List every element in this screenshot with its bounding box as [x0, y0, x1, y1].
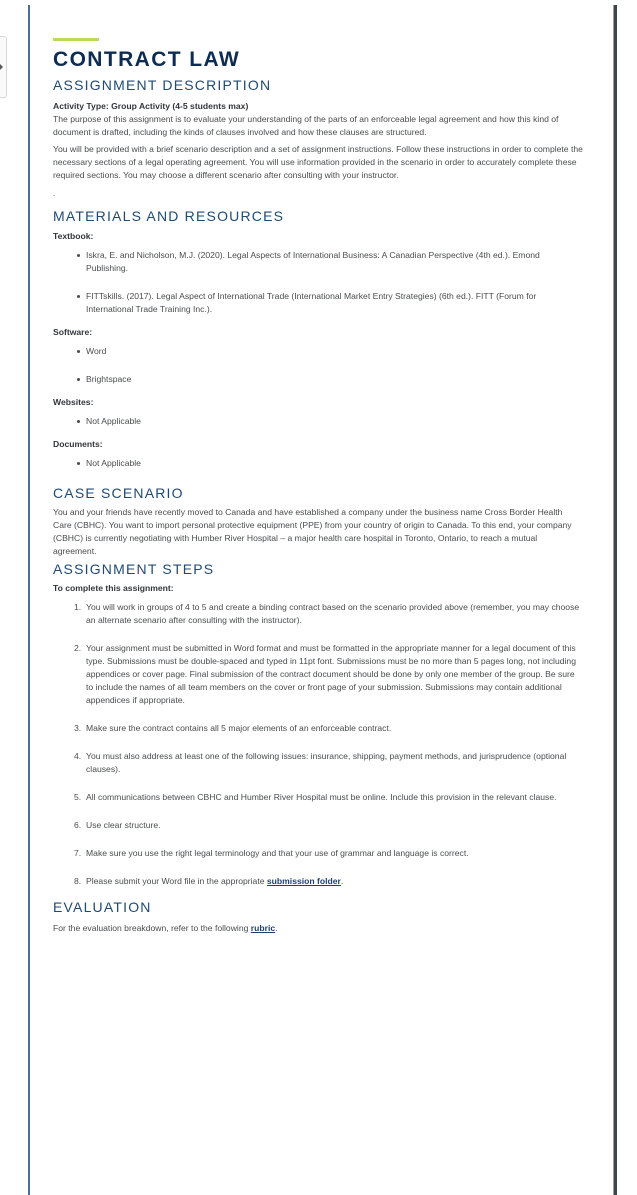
scrollbar[interactable]: [613, 5, 617, 1195]
stray-dot: .: [53, 189, 56, 198]
section-heading-materials: MATERIALS AND RESOURCES: [53, 208, 285, 224]
steps-intro: To complete this assignment:: [53, 583, 174, 593]
left-border: [28, 5, 30, 1195]
list-item: FITTskills. (2017). Legal Aspect of International Trade (International Market Entry Strategies) (6th ed.). FITT (Forum for International Trade Training Inc.).: [77, 290, 583, 316]
step-item: 4. You must also address at least one of the following issues: insurance, shipping, payment methods, and jurisprudence (optional clauses).: [74, 751, 567, 774]
accent-bar: [53, 38, 99, 41]
step-item: 8. Please submit your Word file in the appropriate submission folder.: [74, 876, 344, 886]
submission-folder-link[interactable]: submission folder: [266, 876, 341, 886]
websites-label: Websites:: [53, 397, 94, 407]
page-title: CONTRACT LAW: [53, 48, 241, 71]
step-item: 7. Make sure you use the right legal terminology and that your use of grammar and language is correct.: [74, 848, 469, 858]
documents-label: Documents:: [53, 439, 103, 449]
content-area: [53, 38, 583, 935]
section-heading-steps: ASSIGNMENT STEPS: [53, 561, 215, 577]
scenario-text: You and your friends have recently moved to Canada and have established a company under the business name Cross Border Health Care (CBHC). You want to import personal protective equipment (PPE) from your country of origin to Canada. To this end, your company (CBHC) is currently negotiating with Humber River Hospital – a major health care hospital in Toronto, Ontario, to reach a mutual agreement.: [53, 507, 572, 556]
software-list: [53, 345, 583, 386]
textbook-list: [53, 249, 583, 316]
list-item: Word: [77, 345, 583, 358]
description-paragraph-1: The purpose of this assignment is to evaluate your understanding of the parts of an enforceable legal agreement and how this kind of document is drafted, including the kinds of clauses involved and how these clauses are structured.: [53, 114, 559, 137]
step-item: 3. Make sure the contract contains all 5 major elements of an enforceable contract.: [74, 723, 392, 733]
software-label: Software:: [53, 327, 93, 337]
step-item: 6. Use clear structure.: [74, 820, 161, 830]
sidebar-toggle-button[interactable]: [0, 36, 7, 98]
list-item: Brightspace: [77, 373, 583, 386]
rubric-link[interactable]: rubric: [250, 923, 276, 933]
section-heading-evaluation: EVALUATION: [53, 899, 152, 915]
steps-list: [53, 601, 583, 888]
list-item: Not Applicable: [77, 457, 583, 470]
step-item: 2. Your assignment must be submitted in Word format and must be formatted in the appropriate manner for a legal document of this type. Submissions must be double-spaced and typed in 11pt font. Submissions must be no more than 5 pages long, not including appendices or cover page. Final submission of the contract document should be done by only one member of the group. Be sure to include the names of all team members on the cover or front page of your submission. Submissions may contain additional appendices if appropriate.: [74, 643, 576, 705]
evaluation-text: For the evaluation breakdown, refer to the following rubric.: [53, 923, 278, 933]
documents-list: [53, 457, 583, 470]
list-item: Not Applicable: [77, 415, 583, 428]
list-item: Iskra, E. and Nicholson, M.J. (2020). Legal Aspects of International Business: A Canadian Perspective (4th ed.). Emond Publishing.: [77, 249, 583, 275]
step-item: 1. You will work in groups of 4 to 5 and create a binding contract based on the scenario provided above (remember, you may choose an alternate scenario after consulting with the instructor).: [74, 602, 580, 625]
section-heading-scenario: CASE SCENARIO: [53, 485, 184, 501]
step-item: 5. All communications between CBHC and Humber River Hospital must be online. Include this provision in the relevant clause.: [74, 792, 557, 802]
caret-right-icon: [0, 64, 3, 70]
section-heading-description: ASSIGNMENT DESCRIPTION: [53, 77, 272, 93]
description-paragraph-2: You will be provided with a brief scenario description and a set of assignment instructions. Follow these instructions in order to complete the necessary sections of a legal operating agreement. You will use information provided in the scenario in order to accurately complete these required sections. You may choose a different scenario after consulting with your instructor.: [53, 144, 583, 180]
activity-type: Activity Type: Group Activity (4-5 students max): [53, 101, 249, 111]
textbook-label: Textbook:: [53, 231, 94, 241]
websites-list: [53, 415, 583, 428]
